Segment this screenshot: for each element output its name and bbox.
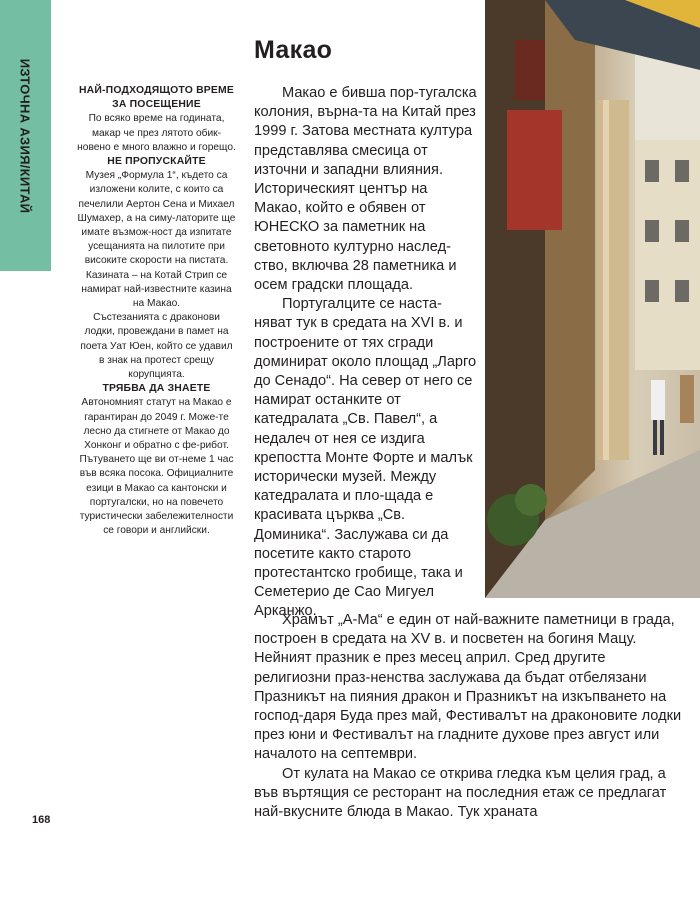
article-paragraph: От кулата на Макао се открива гледка към целия град, а във въртящия се ресторант на последния етаж се предлагат най-вкусните блюда в Макао. Тук храната (254, 765, 667, 821)
need-to-know-heading: ТРЯБВА ДА ЗНАЕТЕ (102, 383, 211, 395)
article-column-wide (254, 611, 684, 822)
dont-miss-item: Музея „Формула 1“, където са изложени колите, с които са печелили Аертон Сена и Михаел Шумахер, а на симу-латорите ще имате възмож-ност да изпитате усещанията на пилотите при високите скорости на пистата. (77, 170, 236, 267)
article-paragraph: Арканжо. (254, 603, 317, 620)
article-paragraph: Храмът „А-Ма“ е един от най-важните паметници в града, построен в средата на XV в. и посветен на богиня Мацу. Нейният празник е през месец април. Сред другите религиозни праз-ненства заслужава да бъдат отбелязани Празникът на пияния дракон и Празникът на изкъпването на господ-даря Буда през май, Фестивалът на драконовите лодки през юни и Фестивалът на гладните духове през август или началото на септември. (254, 612, 682, 763)
section-tab (0, 0, 51, 271)
page-number: 168 (32, 814, 51, 826)
article-paragraph: Португалците се наста-няват тук в средата на XVI в. и построените от тях сгради доминират около площад „Ларго до Сенадо“. На север от него се намират останките от катедралата „Св. Павел“, а недалеч от нея се издига крепостта Монте Форте и малък исторически музей. Между катедралата и пло-щада е красивата църква „Св. Доминика“. Заслужава си да посетите както старото протестантско гробище, така и Семетерио де Сао Мигуел (254, 296, 477, 601)
street-photo-illustration (485, 0, 700, 598)
section-tab-label: ИЗТОЧНА АЗИЯ/КИТАЙ (17, 58, 33, 214)
best-time-text: По всяко време на годината, макар че през лятото обик-новено е много влажно и горещо. (77, 113, 236, 153)
street-photo (485, 0, 700, 598)
info-sidebar (77, 84, 236, 539)
best-time-heading: НАЙ-ПОДХОДЯЩОТО ВРЕМЕ ЗА ПОСЕЩЕНИЕ (78, 85, 235, 111)
need-to-know-text: Автономният статут на Макао е гарантиран до 2049 г. Може-те лесно да стигнете от Макао до Хонконг и обратно с фе-рибот. Пътуването ще ви от-неме 1 час във всяка посока. Официалните езици в Макао са кантонски и португалски, но на повечето туристически забележителности се говори и английски. (79, 397, 234, 537)
dont-miss-item: Състезанията с драконови лодки, провеждани в памет на поета Уат Юен, който се удавил в знак на протест срещу корупцията. (80, 312, 233, 381)
dont-miss-heading: НЕ ПРОПУСКАЙТЕ (107, 156, 206, 168)
article-column-left (254, 84, 478, 622)
page-title: Макао (254, 36, 333, 64)
dont-miss-item: Казината – на Котай Стрип се намират най-известните казина на Макао. (81, 269, 232, 310)
article-paragraph: Макао е бивша пор-тугалска колония, върна-та на Китай през 1999 г. Затова местната култура представлява смесица от източни и западни влияния. Историческият център на Макао, който е обявен от ЮНЕСКО за паметник на световното културно наслед-ство, включва 28 паметника и осем градски площада. (254, 85, 477, 294)
